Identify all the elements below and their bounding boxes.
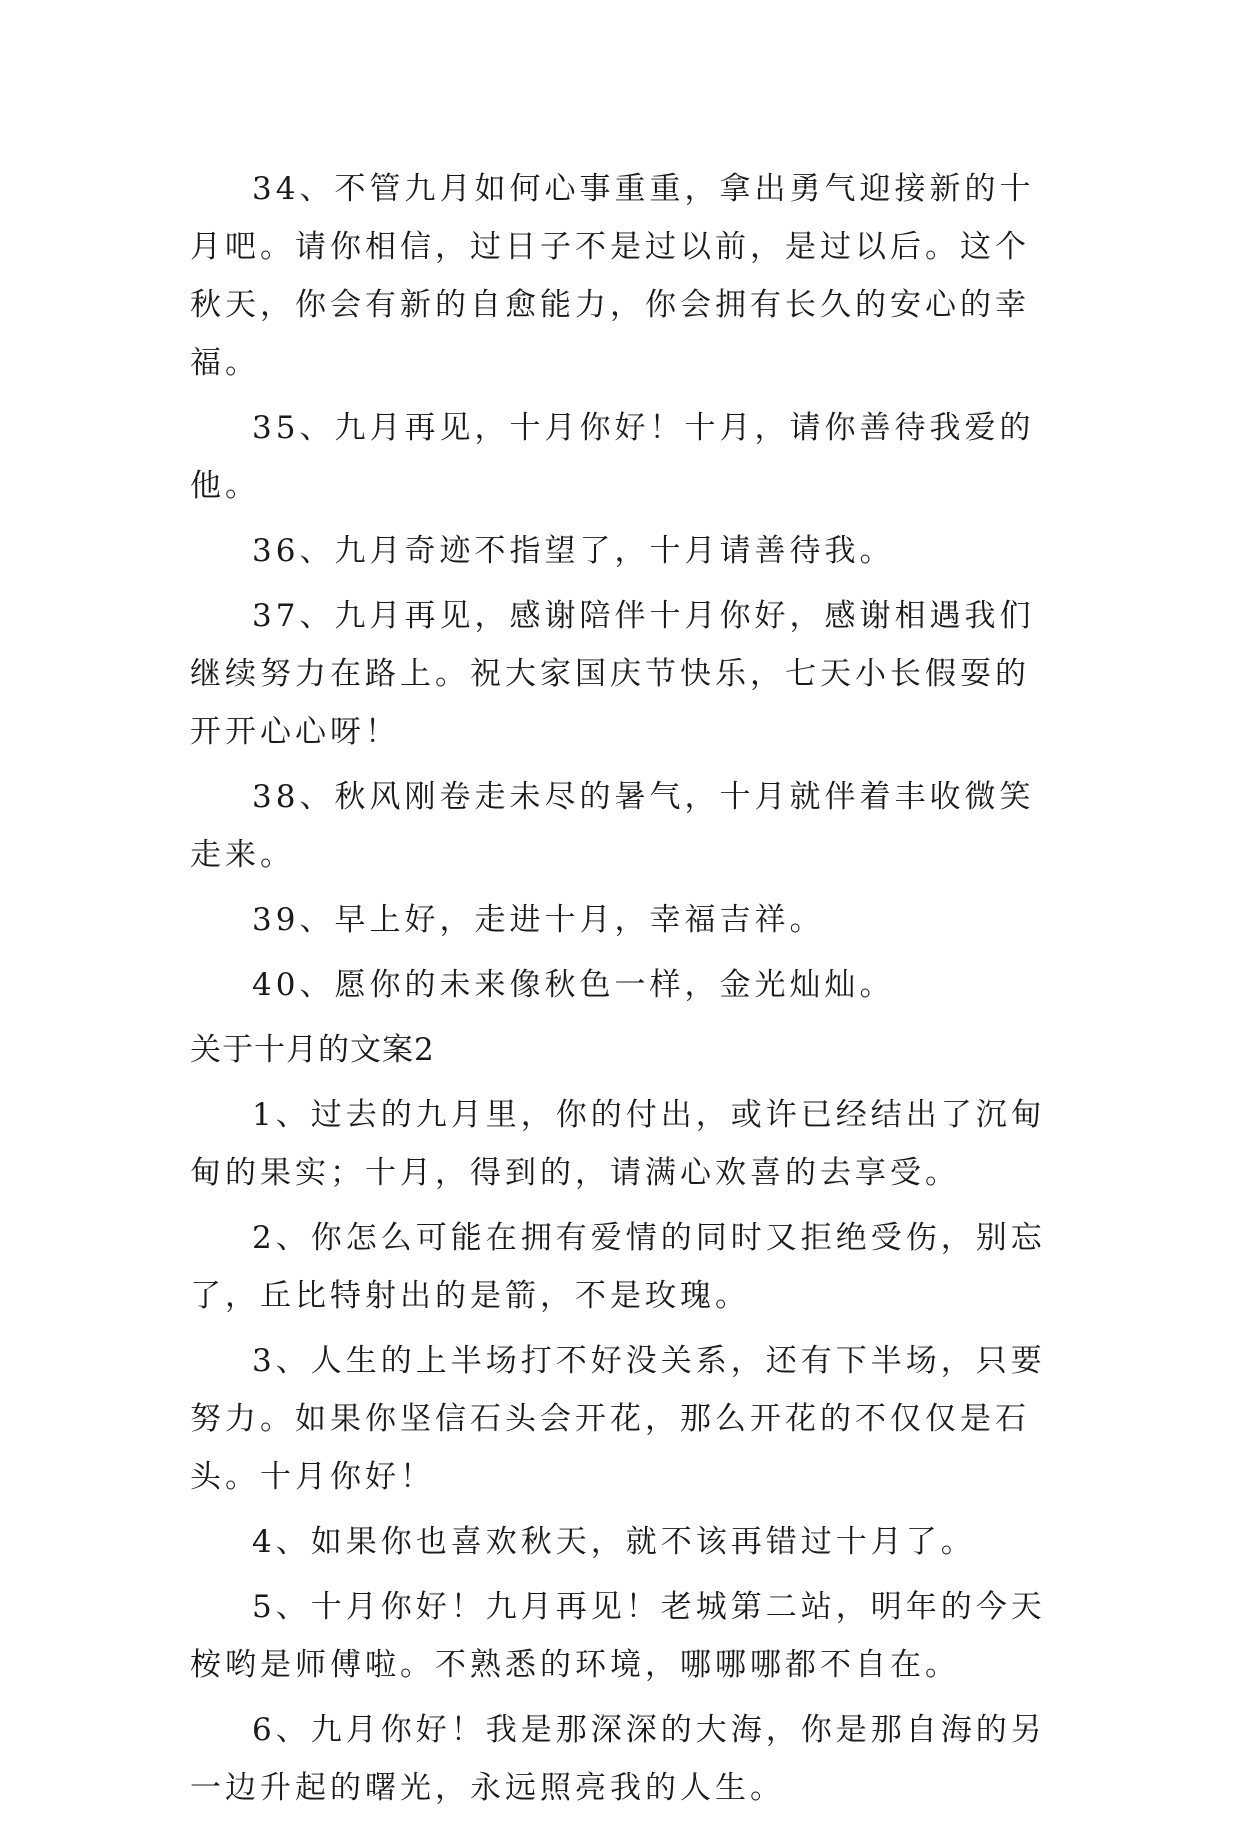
- paragraph-item-1: 1、过去的九月里，你的付出，或许已经结出了沉甸甸的果实；十月，得到的，请满心欢喜的去享受。: [190, 1097, 1046, 1191]
- document-body: [190, 160, 1060, 1824]
- paragraph-item-38: 38、秋风刚卷走未尽的暑气，十月就伴着丰收微笑走来。: [190, 779, 1035, 873]
- paragraph-item-5: 5、十月你好！九月再见！老城第二站，明年的今天桉哟是师傅啦。不熟悉的环境，哪哪哪都不自在。: [190, 1589, 1046, 1683]
- paragraph-item-4: 4、如果你也喜欢秋天，就不该再错过十月了。: [252, 1524, 976, 1560]
- paragraph-item-37: 37、九月再见，感谢陪伴十月你好，感谢相遇我们继续努力在路上。祝大家国庆节快乐，七天小长假耍的开开心心呀！: [190, 598, 1035, 750]
- paragraph-item-2: 2、你怎么可能在拥有爱情的同时又拒绝受伤，别忘了，丘比特射出的是箭，不是玫瑰。: [190, 1220, 1046, 1314]
- paragraph-item-3: 3、人生的上半场打不好没关系，还有下半场，只要努力。如果你坚信石头会开花，那么开花的不仅仅是石头。十月你好！: [190, 1343, 1046, 1495]
- paragraph-item-36: 36、九月奇迹不指望了，十月请善待我。: [252, 533, 895, 569]
- paragraph-item-39: 39、早上好，走进十月，幸福吉祥。: [252, 902, 825, 938]
- paragraph-item-35: 35、九月再见，十月你好！十月，请你善待我爱的他。: [190, 410, 1035, 504]
- section-heading: 关于十月的文案2: [190, 1032, 435, 1068]
- paragraph-item-40: 40、愿你的未来像秋色一样，金光灿灿。: [252, 967, 895, 1003]
- paragraph-item-34: 34、不管九月如何心事重重，拿出勇气迎接新的十月吧。请你相信，过日子不是过以前，是过以后。这个秋天，你会有新的自愈能力，你会拥有长久的安心的幸福。: [190, 171, 1035, 381]
- paragraph-item-6: 6、九月你好！我是那深深的大海，你是那自海的另一边升起的曙光，永远照亮我的人生。: [190, 1712, 1046, 1806]
